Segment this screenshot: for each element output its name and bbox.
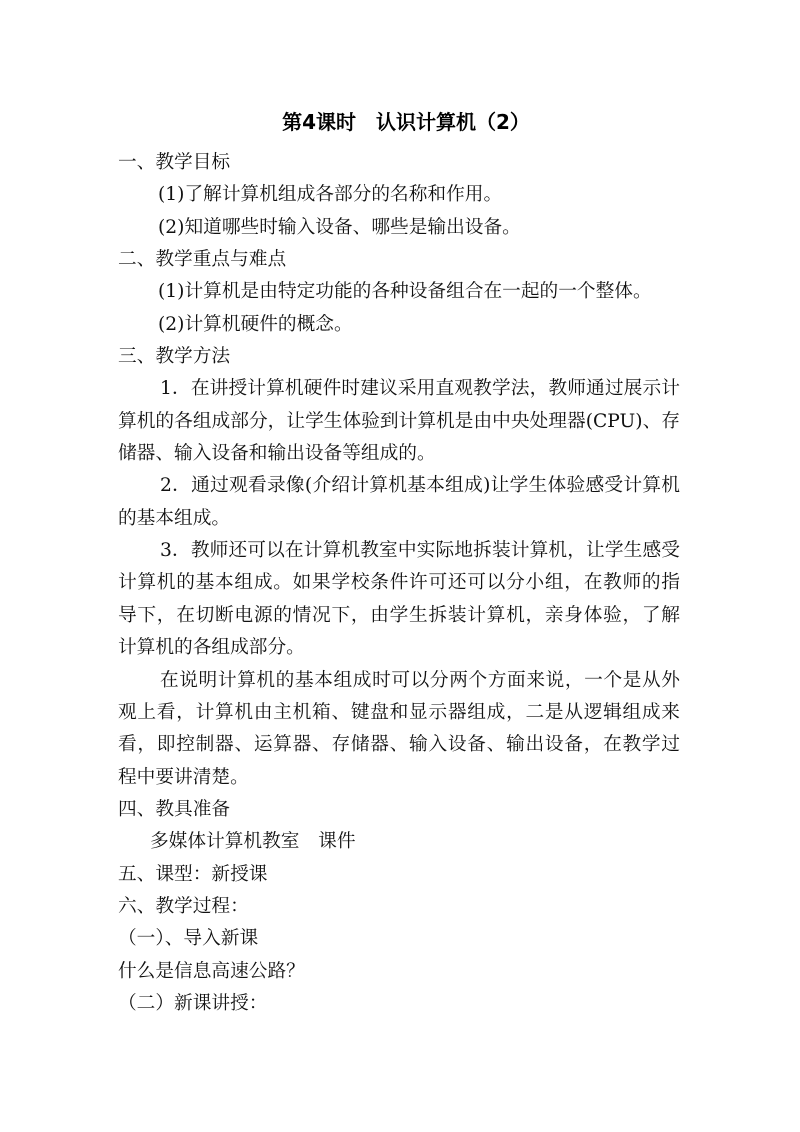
method-paragraph-line: 计算机的基本组成。如果学校条件许可还可以分小组，在教师的指: [118, 572, 680, 594]
page-title: 第4课时 认识计算机（2）: [282, 110, 530, 134]
equipment-item: 多媒体计算机教室 课件: [150, 831, 356, 853]
key-point-item: (1)计算机是由特定功能的各种设备组合在一起的一个整体。: [158, 281, 652, 303]
section-heading-key-points: 二、教学重点与难点: [118, 249, 287, 271]
section-heading-lesson-type: 五、课型：新授课: [118, 863, 268, 885]
lesson-body: [118, 147, 680, 1020]
section-heading-methods: 三、教学方法: [118, 346, 231, 368]
method-paragraph-line: 3．教师还可以在计算机教室中实际地拆装计算机，让学生感受: [160, 540, 680, 562]
method-paragraph-line: 1．在讲授计算机硬件时建议采用直观教学法，教师通过展示计: [160, 378, 680, 400]
section-heading-equipment: 四、教具准备: [118, 798, 231, 820]
objective-item: (2)知道哪些时输入设备、哪些是输出设备。: [158, 216, 521, 238]
method-paragraph-line: 2．通过观看录像(介绍计算机基本组成)让学生体验感受计算机: [160, 475, 680, 497]
process-intro-question: 什么是信息高速公路？: [118, 960, 305, 982]
method-paragraph-line: 在说明计算机的基本组成时可以分两个方面来说，一个是从外: [160, 669, 680, 691]
key-point-item: (2)计算机硬件的概念。: [158, 313, 353, 335]
method-paragraph-line: 的基本组成。: [118, 507, 231, 529]
method-paragraph-line: 计算机的各组成部分。: [118, 637, 305, 659]
objective-item: (1)了解计算机组成各部分的名称和作用。: [158, 184, 503, 206]
method-paragraph-line: 观上看，计算机由主机箱、键盘和显示器组成，二是从逻辑组成来: [118, 701, 680, 723]
process-intro-heading: （一）、导入新课: [118, 928, 259, 950]
section-heading-process: 六、教学过程：: [118, 895, 249, 917]
method-paragraph-line: 储器、输入设备和输出设备等组成的。: [118, 443, 436, 465]
method-paragraph-line: 算机的各组成部分，让学生体验到计算机是由中央处理器(CPU)、存: [118, 410, 680, 432]
process-new-lesson-heading: （二）新课讲授：: [118, 992, 268, 1014]
section-heading-objectives: 一、教学目标: [118, 152, 231, 173]
method-paragraph-line: 程中要讲清楚。: [118, 766, 249, 788]
method-paragraph-line: 看，即控制器、运算器、存储器、输入设备、输出设备，在教学过: [118, 734, 680, 756]
method-paragraph-line: 导下，在切断电源的情况下，由学生拆装计算机，亲身体验，了解: [118, 604, 680, 626]
